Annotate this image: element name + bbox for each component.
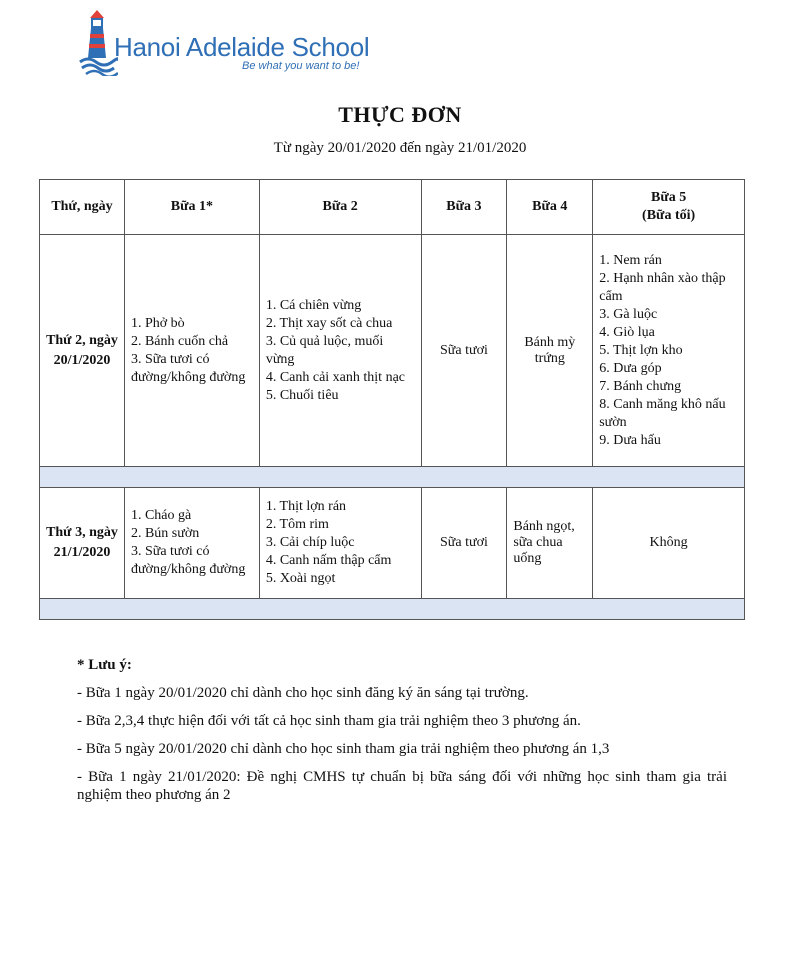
list-item: 8. Canh măng khô nấu sườn	[599, 396, 726, 430]
header-meal5	[593, 180, 745, 235]
header-day: Thứ, ngày	[40, 180, 125, 235]
list-item: 2. Bún sườn	[130, 526, 200, 541]
lighthouse-icon	[78, 6, 118, 76]
school-tagline: Be what you want to be!	[242, 60, 360, 72]
table-row	[40, 235, 745, 467]
list-item: 3. Gà luộc	[599, 306, 658, 322]
list-item: 4. Canh nấm thập cẩm	[265, 553, 392, 568]
date-range: Từ ngày 20/01/2020 đến ngày 21/01/2020	[273, 140, 527, 156]
note-item: - Bữa 1 ngày 21/01/2020: Đề nghị CMHS tự chuẩn bị bữa sáng đối với những học sinh tham gia trải nghiệm theo phương án 2	[77, 769, 727, 803]
list-item: 1. Phở bò	[130, 315, 185, 331]
header-meal4: Bữa 4	[507, 180, 593, 235]
header-meal3: Bữa 3	[421, 180, 507, 235]
list-item: 6. Dưa góp	[599, 360, 662, 376]
list-item: 5. Xoài ngọt	[265, 571, 336, 586]
menu-table	[39, 179, 745, 620]
note-item: - Bữa 1 ngày 20/01/2020 chỉ dành cho học sinh đăng ký ăn sáng tại trường.	[77, 685, 529, 701]
page-title: THỰC ĐƠN	[338, 102, 462, 127]
list-item: 5. Thịt lợn kho	[599, 342, 683, 358]
school-name: Hanoi Adelaide School	[114, 32, 370, 62]
header-meal1: Bữa 1*	[124, 180, 259, 235]
list-item: 3. Sữa tươi có đường/không đường	[130, 544, 246, 577]
list-item: 9. Dưa hấu	[599, 432, 661, 448]
meal3-cell: Sữa tươi	[421, 235, 507, 467]
list-item: 1. Nem rán	[599, 252, 662, 268]
header-row	[40, 180, 745, 235]
meal1-cell	[124, 488, 259, 599]
list-item: 1. Cá chiên vừng	[265, 297, 362, 313]
list-item: 1. Thịt lợn rán	[265, 499, 347, 514]
list-item: 2. Hạnh nhân xào thập cẩm	[599, 270, 726, 304]
meal2-cell	[259, 235, 421, 467]
table-row	[40, 488, 745, 599]
meal4-cell: Bánh ngọt, sữa chua uống	[507, 488, 593, 599]
notes-section	[77, 656, 727, 814]
list-item: 1. Cháo gà	[130, 508, 192, 523]
list-item: 2. Thịt xay sốt cà chua	[265, 315, 393, 331]
meal3-cell: Sữa tươi	[421, 488, 507, 599]
list-item: 3. Củ quả luộc, muối vừng	[265, 333, 384, 367]
list-item: 5. Chuối tiêu	[265, 387, 339, 403]
list-item: 2. Bánh cuốn chả	[130, 333, 229, 349]
header-meal5-line1: Bữa 5	[650, 190, 687, 205]
list-item: 7. Bánh chưng	[599, 378, 682, 394]
meal5-cell	[593, 235, 745, 467]
day-cell: Thứ 2, ngày 20/1/2020	[40, 235, 125, 467]
list-item: 3. Sữa tươi có đường/không đường	[130, 351, 246, 385]
list-item: 3. Cải chíp luộc	[265, 535, 355, 550]
list-item: 2. Tôm rim	[265, 517, 329, 532]
header-meal2: Bữa 2	[259, 180, 421, 235]
notes-heading: * Lưu ý:	[77, 657, 132, 673]
meal4-cell: Bánh mỳ trứng	[507, 235, 593, 467]
day-cell: Thứ 3, ngày 21/1/2020	[40, 488, 125, 599]
list-item: 4. Canh cải xanh thịt nạc	[265, 369, 405, 385]
note-item: - Bữa 5 ngày 20/01/2020 chỉ dành cho học sinh tham gia trải nghiệm theo phương án 1,3	[77, 741, 610, 757]
meal2-cell	[259, 488, 421, 599]
list-item: 4. Giò lụa	[599, 324, 655, 340]
separator-row	[40, 467, 745, 488]
meal5-cell: Không	[593, 488, 745, 599]
school-logo	[78, 6, 378, 76]
header-meal5-line2: (Bữa tối)	[642, 208, 696, 223]
meal1-cell	[124, 235, 259, 467]
note-item: - Bữa 2,3,4 thực hiện đối với tất cả học sinh tham gia trải nghiệm theo 3 phương án.	[77, 713, 581, 729]
separator-row	[40, 599, 745, 620]
